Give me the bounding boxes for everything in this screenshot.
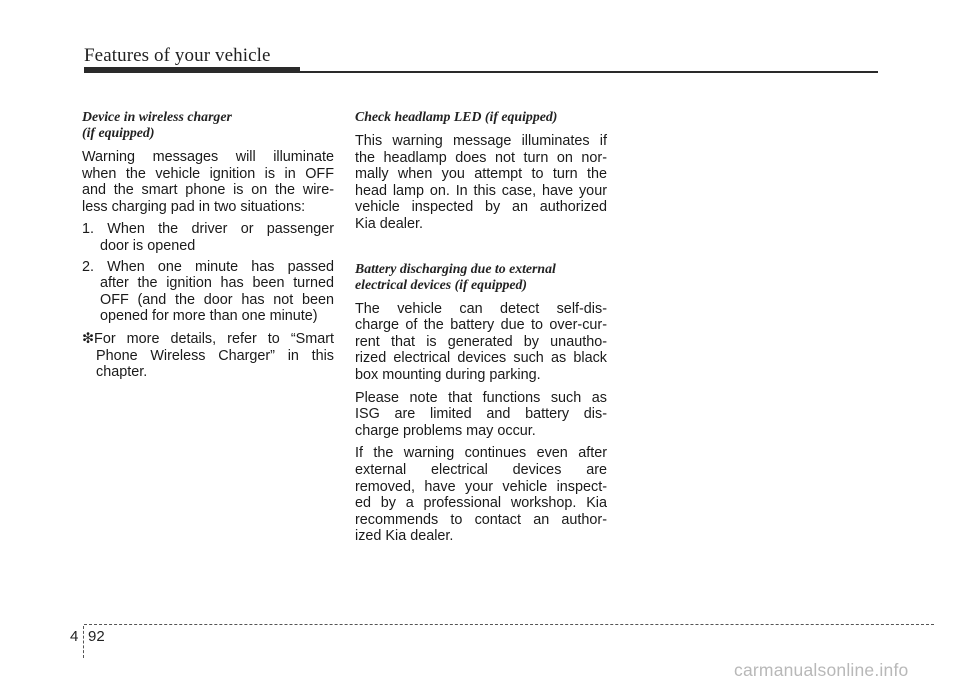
text-line: If the warning continues even after	[355, 445, 607, 462]
section-gap	[355, 239, 607, 261]
text-line: ed by a professional workshop. Kia	[355, 495, 607, 512]
battery-paragraph-1	[355, 301, 607, 384]
page-header-title: Features of your vehicle	[84, 45, 271, 66]
text-line: chapter.	[96, 364, 148, 381]
text-line: 2. When one minute has passed	[82, 258, 334, 275]
text-line: vehicle inspected by an authorized	[355, 199, 607, 216]
footer-rule	[84, 624, 934, 625]
text-line: box mounting during parking.	[355, 366, 541, 383]
section-title-headlamp-led	[355, 109, 607, 125]
text-line: recommends to contact an author-	[355, 511, 607, 528]
text-line: rent that is generated by unautho-	[355, 333, 607, 350]
text-line: the headlamp does not turn on nor-	[355, 149, 607, 166]
section-title-line: Battery discharging due to external	[355, 260, 556, 276]
text-line: ❇For more details, refer to “Smart	[82, 330, 334, 347]
battery-paragraph-2	[355, 390, 607, 440]
footer-page-divider	[83, 626, 84, 658]
text-line: removed, have your vehicle inspect-	[355, 478, 607, 495]
text-line: Phone Wireless Charger” in this	[96, 347, 334, 364]
text-line: charge of the battery due to over-cur-	[355, 317, 607, 334]
watermark-text: carmanualsonline.info	[734, 660, 909, 680]
text-line: charge problems may occur.	[355, 422, 536, 439]
text-line: 1. When the driver or passenger	[82, 221, 334, 238]
section-title-line: Device in wireless charger	[82, 109, 232, 124]
battery-paragraph-3	[355, 445, 607, 545]
text-line: after the ignition has been turned	[100, 275, 334, 292]
section-title-wireless-charger	[82, 109, 334, 141]
text-line: head lamp on. In this case, have your	[355, 182, 607, 199]
intro-paragraph	[82, 149, 334, 215]
text-line: mally when you attempt to turn the	[355, 166, 607, 183]
text-line: OFF (and the door has not been	[100, 291, 334, 308]
header-rule-thin	[84, 71, 878, 73]
text-line: and the smart phone is on the wire-	[82, 182, 334, 199]
section-title-battery-discharging	[355, 261, 607, 293]
text-line: Warning messages will illuminate	[82, 149, 334, 165]
section-title-line: electrical devices (if equipped)	[355, 276, 528, 292]
list-item-one-minute	[82, 259, 334, 325]
section-title-line: (if equipped)	[82, 125, 155, 140]
text-line: Please note that functions such as	[355, 389, 607, 406]
text-line: when the vehicle ignition is in OFF	[82, 165, 334, 182]
text-line: opened for more than one minute)	[100, 308, 318, 325]
text-line: This warning message illuminates if	[355, 133, 607, 149]
headlamp-paragraph	[355, 133, 607, 233]
section-title-line: Check headlamp LED (if equipped)	[355, 109, 558, 124]
page-number: 92	[88, 628, 105, 645]
list-item-door-opened	[82, 221, 334, 254]
text-line: ISG are limited and battery dis-	[355, 406, 607, 423]
text-line: ized Kia dealer.	[355, 528, 454, 545]
right-column	[355, 109, 607, 551]
text-line: The vehicle can detect self-dis-	[355, 300, 607, 317]
text-line: door is opened	[100, 237, 196, 254]
text-line: Kia dealer.	[355, 215, 424, 232]
text-line: rized electrical devices such as black	[355, 350, 607, 367]
reference-note	[82, 331, 334, 381]
text-line: less charging pad in two situations:	[82, 198, 306, 215]
text-line: external electrical devices are	[355, 461, 607, 478]
left-column	[82, 109, 334, 381]
chapter-number: 4	[70, 628, 79, 645]
